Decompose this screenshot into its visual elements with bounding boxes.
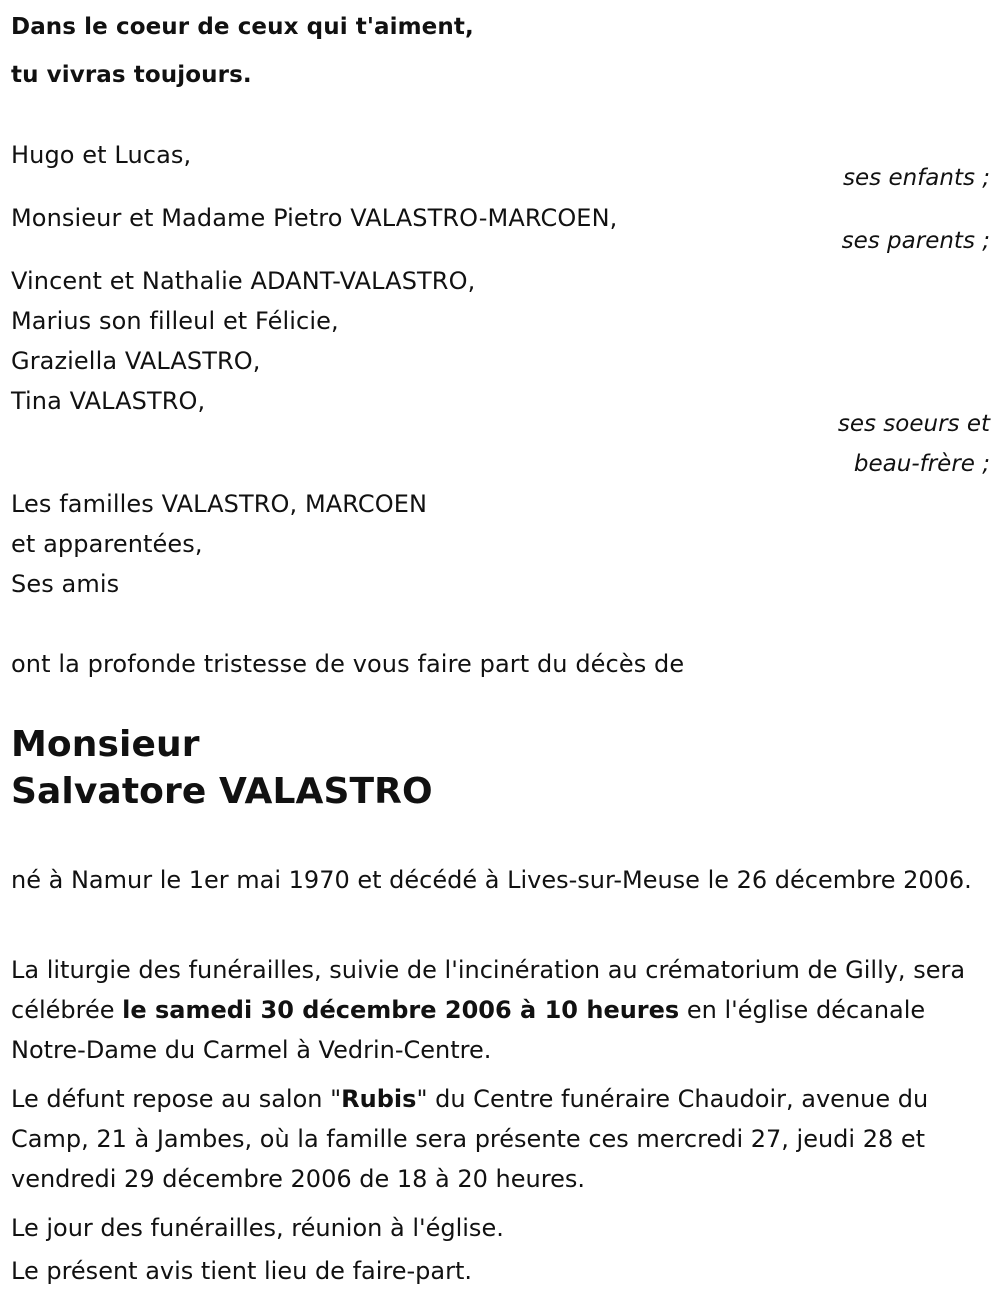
birth-death-paragraph: né à Namur le 1er mai 1970 et décédé à Lives-sur-Meuse le 26 décembre 2006. xyxy=(11,866,972,894)
rest-text-1: Le défunt repose au salon " xyxy=(11,1085,342,1113)
notice-paragraph: Le présent avis tient lieu de faire-part. xyxy=(11,1257,473,1285)
parents-names: Monsieur et Madame Pietro VALASTRO-MARCOEN, xyxy=(11,204,618,232)
siblings-role-line-1: ses soeurs et xyxy=(837,411,990,437)
deceased-title: Monsieur xyxy=(11,724,200,765)
liturgy-paragraph xyxy=(11,950,986,1070)
children-role: ses enfants ; xyxy=(843,165,990,191)
rest-salon-name: Rubis xyxy=(341,1085,417,1113)
others-line: et apparentées, xyxy=(11,530,203,558)
liturgy-text-2: en l'église décanale Notre-Dame du Carmel à Vedrin-Centre. xyxy=(11,996,926,1064)
parents-role: ses parents ; xyxy=(841,228,990,254)
announcement: ont la profonde tristesse de vous faire part du décès de xyxy=(11,650,685,678)
epigraph-line-1: Dans le coeur de ceux qui t'aiment, xyxy=(11,14,474,40)
others-line: Les familles VALASTRO, MARCOEN xyxy=(11,490,428,518)
siblings-role-line-2: beau-frère ; xyxy=(853,451,990,477)
sibling-line: Vincent et Nathalie ADANT-VALASTRO, xyxy=(11,267,476,295)
sibling-line: Marius son filleul et Félicie, xyxy=(11,307,339,335)
liturgy-text-1: La liturgie des funérailles, suivie de l'incinération au crématorium de Gilly, sera célébrée xyxy=(11,956,966,1024)
rest-text-2: " du Centre funéraire Chaudoir, avenue du Camp, 21 à Jambes, où la famille sera présente ces mercredi 27, jeudi 28 et vendredi 29 décembre 2006 de 18 à 20 heures. xyxy=(11,1085,929,1193)
epigraph-line-2: tu vivras toujours. xyxy=(11,62,252,88)
rest-paragraph xyxy=(11,1079,986,1199)
deceased-name: Salvatore VALASTRO xyxy=(11,771,433,812)
liturgy-date: le samedi 30 décembre 2006 à 10 heures xyxy=(122,996,680,1024)
others-line: Ses amis xyxy=(11,570,120,598)
meeting-paragraph: Le jour des funérailles, réunion à l'église. xyxy=(11,1214,504,1242)
sibling-line: Graziella VALASTRO, xyxy=(11,347,261,375)
children-names: Hugo et Lucas, xyxy=(11,141,192,169)
sibling-line: Tina VALASTRO, xyxy=(11,387,206,415)
